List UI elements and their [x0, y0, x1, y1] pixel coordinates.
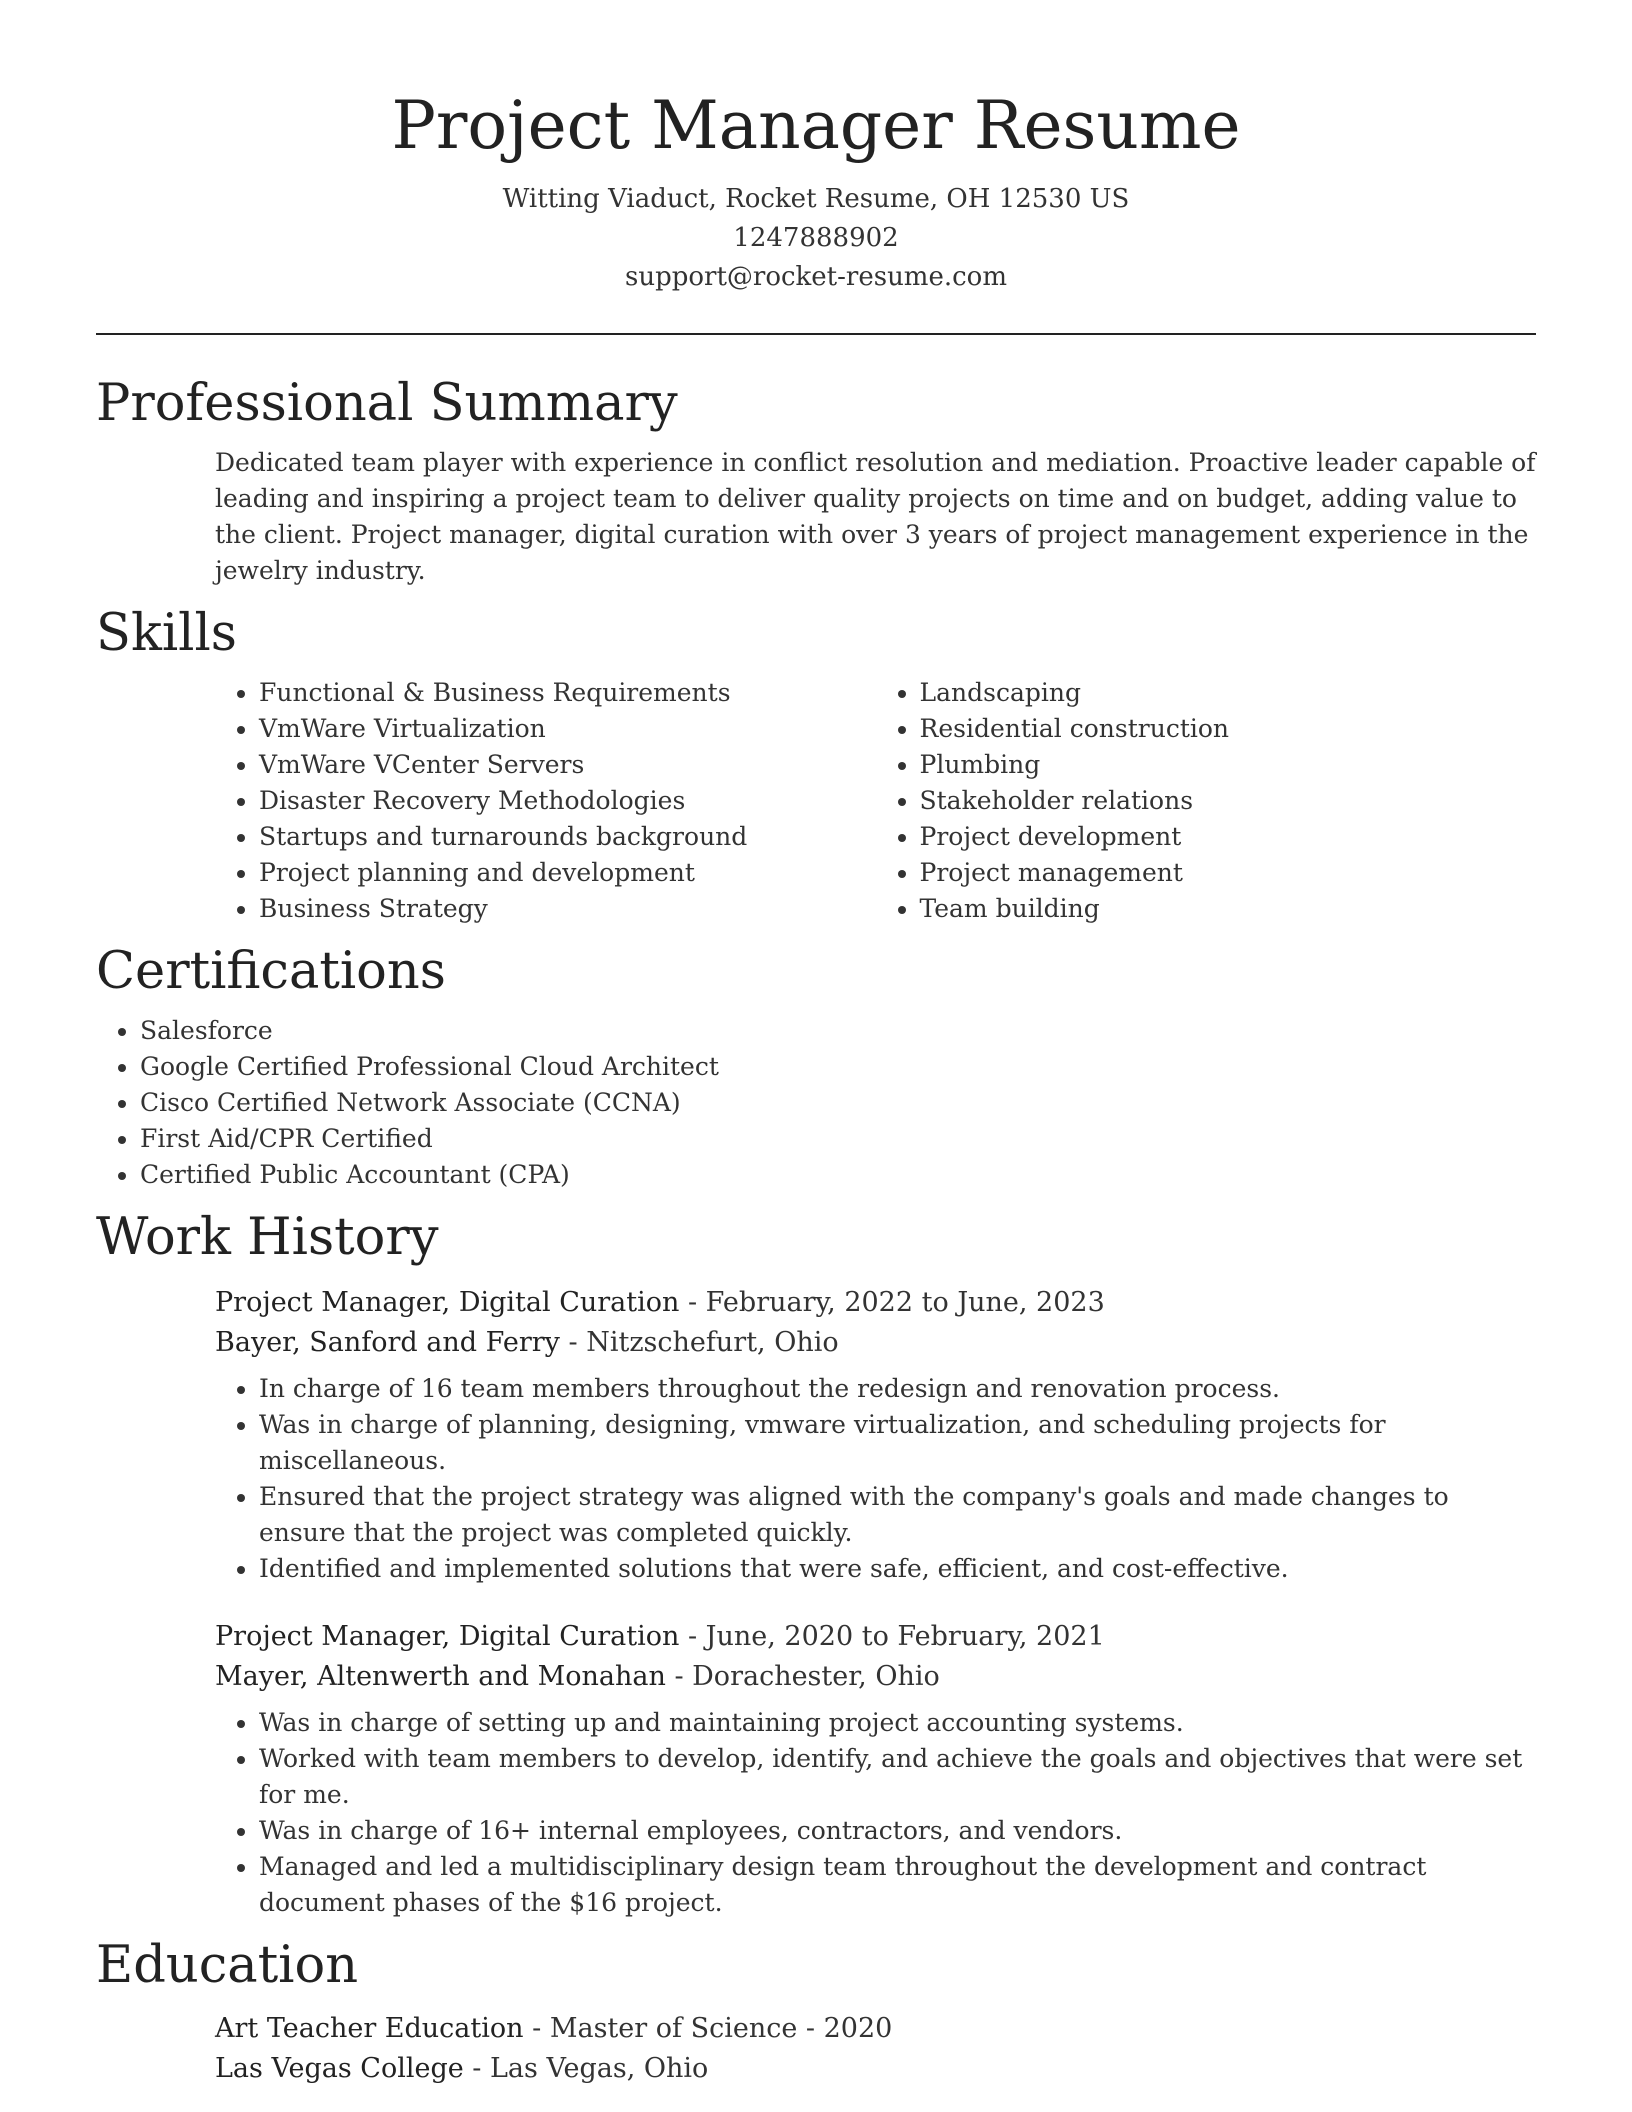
education-school: Las Vegas College	[215, 2053, 464, 2084]
skills-section	[96, 603, 1536, 927]
skill-item: • Startups and turnarounds background	[259, 819, 876, 855]
skill-item: • Business Strategy	[259, 891, 876, 927]
job-company-line	[215, 1323, 1536, 1363]
skill-item: • Plumbing	[920, 747, 1537, 783]
work-history-section	[96, 1207, 1536, 1921]
job-duty: • Was in charge of 16+ internal employees, contractors, and vendors.	[259, 1813, 1536, 1849]
summary-text: Dedicated team player with experience in conflict resolution and mediation. Proactive leader capable of leading and inspiring a project team to deliver quality projects on time and on budget, adding value to the client. Project manager, digital curation with over 3 years of project management experience in the jewelry industry.	[215, 448, 1536, 585]
job-dates: - February, 2022 to June, 2023	[679, 1287, 1105, 1318]
skill-item: • Project planning and development	[259, 855, 876, 891]
job-title-line	[215, 1617, 1536, 1657]
skills-heading: Skills	[96, 604, 237, 663]
job-company: Mayer, Altenwerth and Monahan	[215, 1661, 666, 1692]
skills-grid	[215, 665, 1536, 927]
job-duty: • Identified and implemented solutions that were safe, efficient, and cost-effective.	[259, 1551, 1536, 1587]
education-year: - 2020	[797, 2013, 893, 2044]
job-duty: • In charge of 16 team members throughout the redesign and renovation process.	[259, 1371, 1536, 1407]
job-company-line	[215, 1657, 1536, 1697]
resume-title: Project Manager Resume	[391, 87, 1241, 164]
certification-item: • Cisco Certified Network Associate (CCNA)	[140, 1085, 1536, 1121]
certifications-list	[96, 1013, 1536, 1193]
skill-item: • Stakeholder relations	[920, 783, 1537, 819]
skills-list-left	[215, 675, 876, 927]
email: support@rocket-resume.com	[624, 262, 1007, 292]
contact-info	[96, 180, 1536, 297]
job-duty: • Was in charge of setting up and maintaining project accounting systems.	[259, 1705, 1536, 1741]
skills-list-right	[876, 675, 1537, 927]
education-section	[96, 1935, 1536, 2089]
education-degree: - Master of Science	[523, 2013, 798, 2044]
education-school-line	[215, 2049, 1536, 2089]
address: Witting Viaduct, Rocket Resume, OH 12530 US	[502, 184, 1130, 214]
job-location: - Nitzschefurt, Ohio	[559, 1327, 839, 1358]
certification-item: • Certified Public Accountant (CPA)	[140, 1157, 1536, 1193]
resume-header	[96, 0, 1536, 297]
job-role: Project Manager, Digital Curation	[215, 1287, 680, 1318]
education-entry	[215, 2009, 1536, 2089]
job-entry	[215, 1617, 1536, 1921]
work-history-heading: Work History	[96, 1208, 439, 1267]
certifications-section	[96, 941, 1536, 1193]
job-location: - Dorachester, Ohio	[665, 1661, 940, 1692]
skill-item: • Project development	[920, 819, 1537, 855]
education-heading: Education	[96, 1936, 359, 1995]
certification-item: • Google Certified Professional Cloud Architect	[140, 1049, 1536, 1085]
education-program-line	[215, 2009, 1536, 2049]
skill-item: • Disaster Recovery Methodologies	[259, 783, 876, 819]
job-role: Project Manager, Digital Curation	[215, 1621, 680, 1652]
header-divider	[96, 333, 1536, 335]
job-entry	[215, 1283, 1536, 1587]
job-duties-list	[215, 1371, 1536, 1587]
skill-item: • Project management	[920, 855, 1537, 891]
certification-item: • Salesforce	[140, 1013, 1536, 1049]
summary-heading: Professional Summary	[96, 374, 678, 433]
skill-item: • VmWare Virtualization	[259, 711, 876, 747]
skill-item: • Landscaping	[920, 675, 1537, 711]
job-duties-list	[215, 1705, 1536, 1921]
education-location: - Las Vegas, Ohio	[463, 2053, 709, 2084]
job-title-line	[215, 1283, 1536, 1323]
skill-item: • Team building	[920, 891, 1537, 927]
summary-section	[96, 373, 1536, 589]
skill-item: • VmWare VCenter Servers	[259, 747, 876, 783]
job-duty: • Worked with team members to develop, identify, and achieve the goals and objectives that were set for me.	[259, 1741, 1536, 1813]
certifications-heading: Certifications	[96, 942, 446, 1001]
job-company: Bayer, Sanford and Ferry	[215, 1327, 560, 1358]
education-program: Art Teacher Education	[215, 2013, 524, 2044]
phone: 1247888902	[733, 223, 899, 253]
skill-item: • Residential construction	[920, 711, 1537, 747]
job-duty: • Managed and led a multidisciplinary design team throughout the development and contract document phases of the $16 project.	[259, 1849, 1536, 1921]
job-duty: • Ensured that the project strategy was aligned with the company's goals and made changes to ensure that the project was completed quickly.	[259, 1479, 1536, 1551]
skill-item: • Functional & Business Requirements	[259, 675, 876, 711]
job-dates: - June, 2020 to February, 2021	[679, 1621, 1105, 1652]
job-duty: • Was in charge of planning, designing, vmware virtualization, and scheduling projects for miscellaneous.	[259, 1407, 1536, 1479]
certification-item: • First Aid/CPR Certified	[140, 1121, 1536, 1157]
